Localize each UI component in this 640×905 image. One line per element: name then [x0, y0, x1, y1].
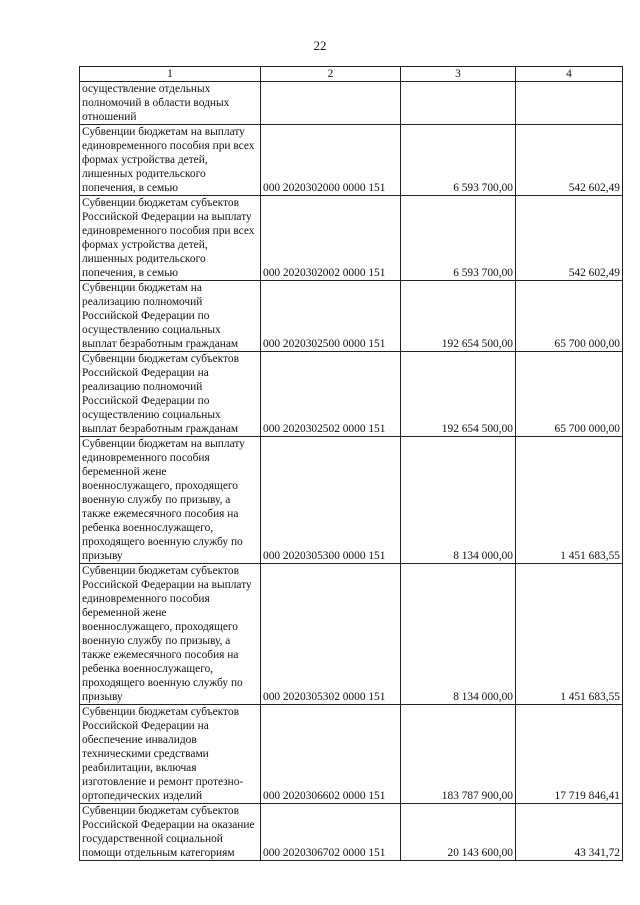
- row-value-4: 43 341,72: [516, 804, 623, 861]
- row-name: Субвенции бюджетам субъектов Российской Федерации на оказание государственной социальной помощи отдельным категориям: [80, 804, 261, 861]
- row-value-3: [401, 82, 516, 125]
- row-code: 000 2020305300 0000 151: [261, 437, 401, 564]
- row-value-4: 65 700 000,00: [516, 281, 623, 352]
- row-code: 000 2020302000 0000 151: [261, 125, 401, 196]
- row-code: 000 2020306702 0000 151: [261, 804, 401, 861]
- table-row: [80, 196, 623, 281]
- row-name: Субвенции бюджетам субъектов Российской Федерации на выплату единовременного пособия при всех формах устройства детей, лишенных родительского попечения, в семью: [80, 196, 261, 281]
- row-value-3: 6 593 700,00: [401, 196, 516, 281]
- row-value-4: 542 602,49: [516, 196, 623, 281]
- row-value-3: 192 654 500,00: [401, 281, 516, 352]
- row-code: [261, 82, 401, 125]
- row-value-3: 8 134 000,00: [401, 437, 516, 564]
- header-col-1: 1: [80, 67, 261, 82]
- row-code: 000 2020306602 0000 151: [261, 705, 401, 804]
- table-row: [80, 352, 623, 437]
- row-code: 000 2020302002 0000 151: [261, 196, 401, 281]
- row-name: Субвенции бюджетам на реализацию полномочий Российской Федерации по осуществлению социальных выплат безработным гражданам: [80, 281, 261, 352]
- row-value-4: 1 451 683,55: [516, 564, 623, 705]
- row-name: Субвенции бюджетам субъектов Российской Федерации на обеспечение инвалидов техническими средствами реабилитации, включая изготовление и ремонт протезно-ортопедических изделий: [80, 705, 261, 804]
- header-row: [80, 67, 623, 82]
- table-row: [80, 281, 623, 352]
- row-value-4: 17 719 846,41: [516, 705, 623, 804]
- table-row: [80, 705, 623, 804]
- header-col-4: 4: [516, 67, 623, 82]
- row-value-3: 6 593 700,00: [401, 125, 516, 196]
- row-name: Субвенции бюджетам субъектов Российской Федерации на реализацию полномочий Российской Федерации по осуществлению социальных выплат безработным гражданам: [80, 352, 261, 437]
- row-value-3: 8 134 000,00: [401, 564, 516, 705]
- table-row: [80, 804, 623, 861]
- row-value-3: 183 787 900,00: [401, 705, 516, 804]
- row-name: осуществление отдельных полномочий в области водных отношений: [80, 82, 261, 125]
- row-name: Субвенции бюджетам субъектов Российской Федерации на выплату единовременного пособия беременной жене военнослужащего, проходящего военную службу по призыву, а также ежемесячного пособия на ребенка военнослужащего, проходящего военную службу по призыву: [80, 564, 261, 705]
- row-value-4: 1 451 683,55: [516, 437, 623, 564]
- table-row: [80, 437, 623, 564]
- row-value-4: 65 700 000,00: [516, 352, 623, 437]
- row-name: Субвенции бюджетам на выплату единовременного пособия беременной жене военнослужащего, проходящего военную службу по призыву, а также ежемесячного пособия на ребенка военнослужащего, проходящего военную службу по призыву: [80, 437, 261, 564]
- row-code: 000 2020302500 0000 151: [261, 281, 401, 352]
- table-row: [80, 82, 623, 125]
- header-col-2: 2: [261, 67, 401, 82]
- header-col-3: 3: [401, 67, 516, 82]
- row-name: Субвенции бюджетам на выплату единовременного пособия при всех формах устройства детей, лишенных родительского попечения, в семью: [80, 125, 261, 196]
- table-row: [80, 125, 623, 196]
- row-code: 000 2020302502 0000 151: [261, 352, 401, 437]
- row-value-3: 20 143 600,00: [401, 804, 516, 861]
- table-row: [80, 564, 623, 705]
- row-value-4: [516, 82, 623, 125]
- row-value-3: 192 654 500,00: [401, 352, 516, 437]
- row-code: 000 2020305302 0000 151: [261, 564, 401, 705]
- budget-table: [79, 66, 623, 861]
- page-number: 22: [313, 38, 327, 53]
- row-value-4: 542 602,49: [516, 125, 623, 196]
